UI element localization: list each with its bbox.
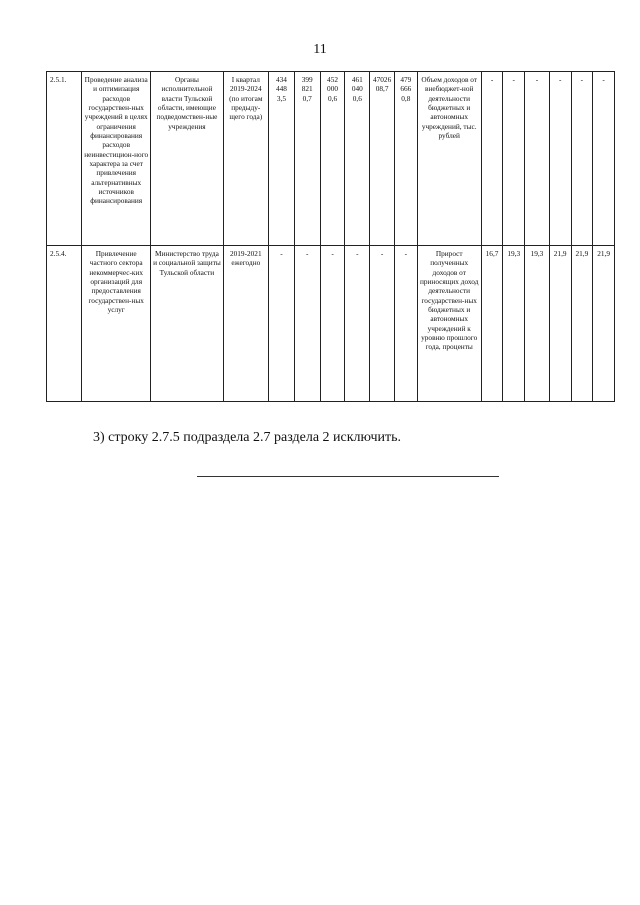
target-cell: - bbox=[481, 72, 503, 246]
table-row bbox=[47, 72, 615, 246]
deadline-cell: 2019-2021 ежегодно bbox=[223, 246, 268, 402]
target-cell: 21,9 bbox=[549, 246, 571, 402]
target-cell: - bbox=[593, 72, 615, 246]
activity-cell: Проведение анализа и оптимизация расходов государствен-ных учреждений в целях ограничения финансирования расходов неинвестицион-ного характера за счет привлечения альтернативных источников финансирования bbox=[82, 72, 151, 246]
value-cell: 47026 08,7 bbox=[370, 72, 395, 246]
value-cell: - bbox=[269, 246, 295, 402]
row-code: 2.5.1. bbox=[47, 72, 82, 246]
measures-table bbox=[46, 71, 615, 402]
target-cell: - bbox=[525, 72, 550, 246]
target-cell: - bbox=[503, 72, 525, 246]
indicator-cell: Объем доходов от внебюджет-ной деятельности бюджетных и автономных учреждений, тыс. рублей bbox=[417, 72, 481, 246]
value-cell: 461 040 0,6 bbox=[345, 72, 370, 246]
target-cell: 21,9 bbox=[593, 246, 615, 402]
executor-cell: Органы исполнительной власти Тульской области, имеющие подведомствен-ные учреждения bbox=[151, 72, 223, 246]
target-cell: 19,3 bbox=[503, 246, 525, 402]
executor-cell: Министерство труда и социальной защиты Тульской области bbox=[151, 246, 223, 402]
target-cell: 16,7 bbox=[481, 246, 503, 402]
value-cell: - bbox=[370, 246, 395, 402]
deadline-cell: I квартал 2019-2024 (по итогам предыду-щего года) bbox=[223, 72, 268, 246]
amendment-text: 3) строку 2.7.5 подраздела 2.7 раздела 2 исключить. bbox=[93, 430, 401, 445]
indicator-cell: Прирост полученных доходов от приносящих доход деятельности государствен-ных бюджетных и автономных учреждений к уровню прошлого года, проценты bbox=[417, 246, 481, 402]
activity-cell: Привлечение частного сектора некоммерчес-ких организаций для предоставления государствен-ных услуг bbox=[82, 246, 151, 402]
target-cell: - bbox=[549, 72, 571, 246]
value-cell: 434 448 3,5 bbox=[269, 72, 295, 246]
value-cell: - bbox=[394, 246, 417, 402]
value-cell: - bbox=[320, 246, 345, 402]
table-row bbox=[47, 246, 615, 402]
value-cell: 452 000 0,6 bbox=[320, 72, 345, 246]
value-cell: 399 821 0,7 bbox=[294, 72, 320, 246]
target-cell: - bbox=[571, 72, 593, 246]
page-number: 11 bbox=[313, 42, 327, 57]
row-code: 2.5.4. bbox=[47, 246, 82, 402]
value-cell: 479 666 0,8 bbox=[394, 72, 417, 246]
value-cell: - bbox=[345, 246, 370, 402]
closing-rule bbox=[197, 476, 499, 477]
target-cell: 19,3 bbox=[525, 246, 550, 402]
value-cell: - bbox=[294, 246, 320, 402]
target-cell: 21,9 bbox=[571, 246, 593, 402]
